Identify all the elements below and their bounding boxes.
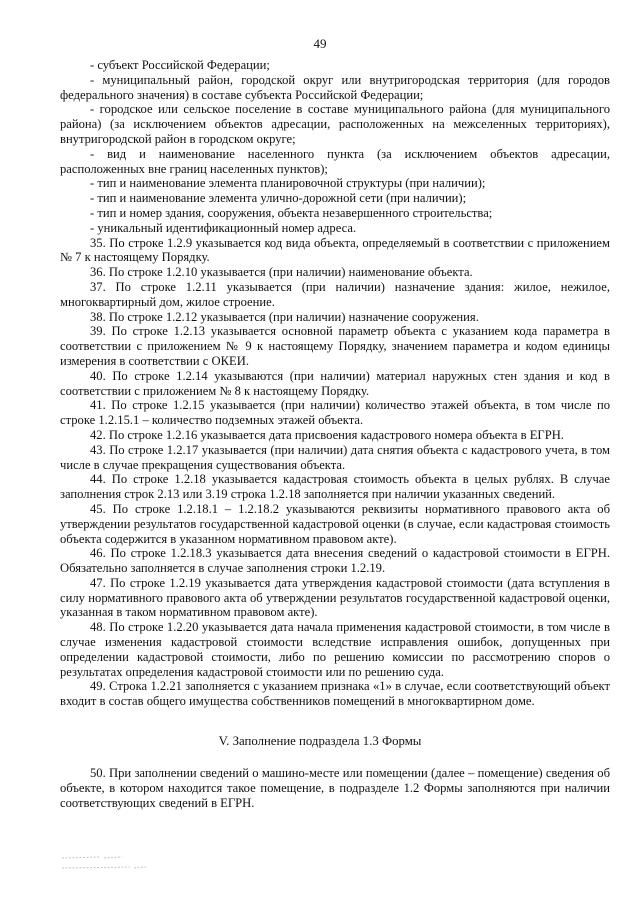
page-number: 49 — [313, 36, 327, 51]
paragraph: - тип и номер здания, сооружения, объекта незавершенного строительства; — [90, 205, 493, 220]
paragraph: 40. По строке 1.2.14 указываются (при наличии) материал наружных стен здания и код в соответствии с приложением № 8 к настоящему Порядку. — [60, 368, 610, 398]
paragraph: 43. По строке 1.2.17 указывается (при наличии) дата снятия объекта с кадастрового учета, в том числе в случае прекращения существования объекта. — [60, 442, 610, 472]
paragraph: 42. По строке 1.2.16 указывается дата присвоения кадастрового номера объекта в ЕГРН. — [90, 427, 564, 442]
scan-stamp-mark — [60, 852, 150, 876]
paragraph: 48. По строке 1.2.20 указывается дата начала применения кадастровой стоимости, в том числе в случае изменения кадастровой стоимости вследствие исправления ошибок, допущенных при определении кадастровой стоимости, либо по решению комиссии по рассмотрению споров о результатах определения кадастровой стоимости или по решению суда. — [60, 620, 610, 679]
paragraph: - городское или сельское поселение в составе муниципального района (для муниципального района) (за исключением объектов адресации, расположенных на межселенных территориях), внутригородской район в городском округе; — [60, 102, 610, 146]
paragraph: - вид и наименование населенного пункта (за исключением объектов адресации, расположенных вне границ населенных пунктов); — [60, 146, 610, 176]
paragraph: 50. При заполнении сведений о машино-месте или помещении (далее – помещение) сведения об объекте, в котором находится такое помещение, в подразделе 1.2 Формы заполняются при наличии соответствующих сведений в ЕГРН. — [60, 766, 610, 810]
paragraph: 37. По строке 1.2.11 указывается (при наличии) назначение здания: жилое, нежилое, многоквартирный дом, жилое строение. — [60, 279, 610, 309]
paragraph: 36. По строке 1.2.10 указывается (при наличии) наименование объекта. — [90, 265, 473, 280]
paragraph: 45. По строке 1.2.18.1 – 1.2.18.2 указываются реквизиты нормативного правового акта об утверждении результатов государственной кадастровой оценки (в случае, если кадастровая стоимость объекта содержится в указанном нормативном правовом акте). — [60, 501, 610, 546]
section-heading: V. Заполнение подраздела 1.3 Формы — [218, 734, 422, 748]
paragraph: 47. По строке 1.2.19 указывается дата утверждения кадастровой стоимости (дата вступления в силу нормативного правового акта об утверждении результатов государственной кадастровой оценки, указанная в таком нормативном правовом акте). — [60, 575, 610, 620]
paragraph: 35. По строке 1.2.9 указывается код вида объекта, определяемый в соответствии с приложением № 7 к настоящему Порядку. — [60, 235, 610, 265]
paragraph: 38. По строке 1.2.12 указывается (при наличии) назначение сооружения. — [90, 309, 479, 324]
body-text — [60, 58, 610, 709]
paragraph: 39. По строке 1.2.13 указывается основной параметр объекта с указанием кода параметра в соответствии с приложением № 9 к настоящему Порядку, значением параметра и кодом единицы измерения в соответствии с ОКЕИ. — [60, 324, 610, 368]
paragraph: - уникальный идентификационный номер адреса. — [90, 220, 357, 235]
paragraph: - субъект Российской Федерации; — [90, 58, 270, 72]
paragraph: 44. По строке 1.2.18 указывается кадастровая стоимость объекта в целых рублях. В случае заполнения строк 2.13 или 3.19 строка 1.2.18 заполняется при наличии указанных сведений. — [60, 472, 610, 502]
paragraph: - муниципальный район, городской округ или внутригородская территория (для городов федерального значения) в составе субъекта Российской Федерации; — [60, 72, 610, 102]
section-text — [60, 766, 610, 810]
paragraph: 49. Строка 1.2.21 заполняется с указанием признака «1» в случае, если соответствующий объект входит в состав общего имущества собственников помещений в многоквартирном доме. — [60, 679, 610, 709]
paragraph: - тип и наименование элемента улично-дорожной сети (при наличии); — [90, 191, 467, 206]
paragraph: 46. По строке 1.2.18.3 указывается дата внесения сведений о кадастровой стоимости в ЕГРН. Обязательно заполняется в случае заполнения строки 1.2.19. — [60, 546, 610, 576]
paragraph: - тип и наименование элемента планировочной структуры (при наличии); — [90, 176, 486, 191]
paragraph: 41. По строке 1.2.15 указывается (при наличии) количество этажей объекта, в том числе по строке 1.2.15.1 – количество подземных этажей объекта. — [60, 398, 610, 428]
